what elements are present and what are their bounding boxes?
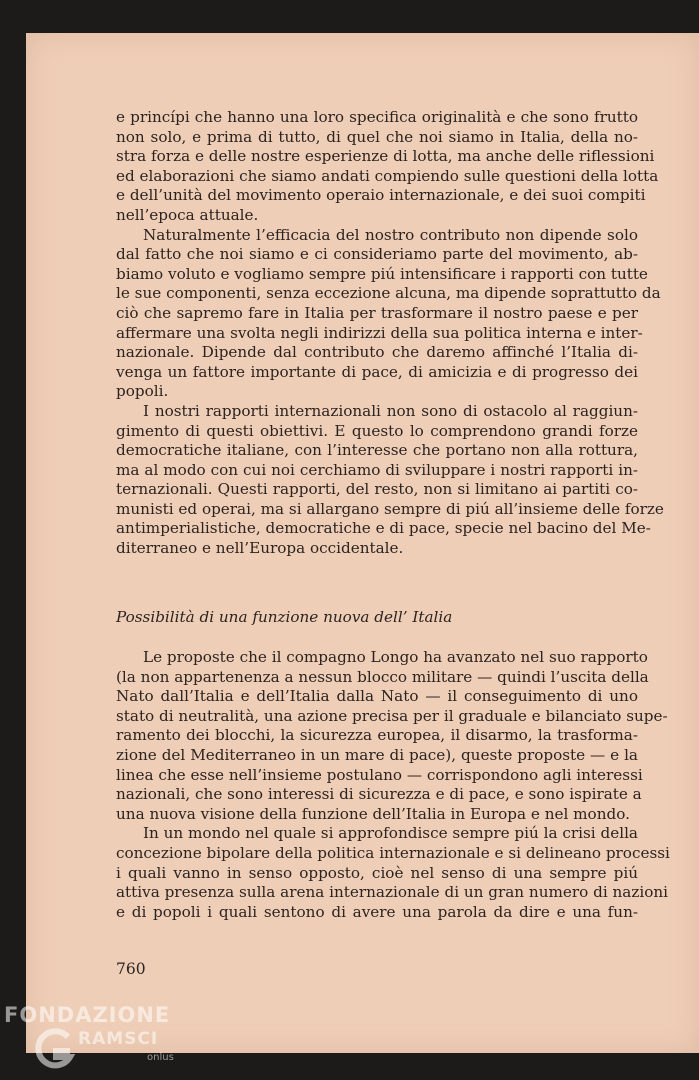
text-line: gimento di questi obiettivi. E questo lo comprendono grandi forze <box>116 421 638 440</box>
paragraph <box>116 225 661 402</box>
text-line: e dell’unità del movimento operaio internazionale, e dei suoi compiti <box>116 186 646 205</box>
watermark-line-1: FONDAZIONE <box>4 1003 171 1027</box>
text-line: le sue componenti, senza eccezione alcuna, ma dipende soprattutto da <box>116 284 661 303</box>
text-line: concezione bipolare della politica internazionale e si delineano processi <box>116 843 670 862</box>
text-line: e di popoli i quali sentono di avere una parola da dire e una fun- <box>116 902 638 921</box>
text-line: nell’epoca attuale. <box>116 205 259 224</box>
section-heading: Possibilità di una funzione nuova dell’ Italia <box>116 608 453 626</box>
text-line: i quali vanno in senso opposto, cioè nel senso di una sempre piú <box>116 863 638 882</box>
text-line: ma al modo con cui noi cerchiamo di sviluppare i nostri rapporti in- <box>116 460 638 479</box>
body-text-section-1 <box>116 108 664 559</box>
text-line: non solo, e prima di tutto, di quel che noi siamo in Italia, della no- <box>116 127 638 146</box>
text-line: popoli. <box>116 382 169 401</box>
text-line: una nuova visione della funzione dell’Italia in Europa e nel mondo. <box>116 804 630 823</box>
text-line: nazionali, che sono interessi di sicurezza e di pace, e sono ispirate a <box>116 785 642 804</box>
text-line: attiva presenza sulla arena internazionale di un gran numero di nazioni <box>116 883 668 902</box>
paragraph <box>116 824 670 922</box>
text-line: stra forza e delle nostre esperienze di lotta, ma anche delle riflessioni <box>116 147 655 166</box>
paragraph <box>116 648 668 824</box>
text-line: antimperialistiche, democratiche e di pace, specie nel bacino del Me- <box>116 519 651 538</box>
page-number: 760 <box>116 960 146 978</box>
g-logo-icon <box>32 1027 76 1071</box>
text-line: nazionale. Dipende dal contributo che daremo affinché l’Italia di- <box>116 343 638 362</box>
watermark-subtitle: onlus <box>147 1052 174 1063</box>
text-line: diterraneo e nell’Europa occidentale. <box>116 539 404 558</box>
text-line: Le proposte che il compagno Longo ha avanzato nel suo rapporto <box>143 648 648 666</box>
text-line: e princípi che hanno una loro specifica originalità e che sono frutto <box>116 108 638 126</box>
paragraph <box>116 108 659 226</box>
text-line: stato di neutralità, una azione precisa per il graduale e bilanciato supe- <box>116 706 668 725</box>
text-line: dal fatto che noi siamo e ci consideriamo parte del movimento, ab- <box>116 245 638 264</box>
text-line: ed elaborazioni che siamo andati compiendo sulle questioni della lotta <box>116 166 659 185</box>
text-line: venga un fattore importante di pace, di amicizia e di progresso dei <box>116 362 638 381</box>
watermark-logo <box>4 1003 184 1073</box>
text-line: Naturalmente l’efficacia del nostro contributo non dipende solo <box>143 225 638 244</box>
text-line: biamo voluto e vogliamo sempre piú intensificare i rapporti con tutte <box>116 264 648 283</box>
text-line: ternazionali. Questi rapporti, del resto, non si limitano ai partiti co- <box>116 480 638 499</box>
text-line: affermare una svolta negli indirizzi della sua politica interna e inter- <box>116 323 643 342</box>
watermark-line-2: RAMSCI <box>78 1029 159 1049</box>
text-line: In un mondo nel quale si approfondisce sempre piú la crisi della <box>143 824 638 843</box>
text-line: Nato dall’Italia e dell’Italia dalla Nato — il conseguimento di uno <box>116 687 638 706</box>
body-text-section-2 <box>116 648 670 922</box>
text-line: democratiche italiane, con l’interesse che portano non alla rottura, <box>116 441 638 460</box>
text-line: (la non appartenenza a nessun blocco militare — quindi l’uscita della <box>116 667 649 686</box>
text-line: ciò che sapremo fare in Italia per trasformare il nostro paese e per <box>116 303 638 322</box>
text-line: munisti ed operai, ma si allargano sempre di piú all’insieme delle forze <box>116 499 664 518</box>
text-line: I nostri rapporti internazionali non sono di ostacolo al raggiun- <box>143 401 638 420</box>
paragraph <box>116 401 664 559</box>
text-line: linea che esse nell’insieme postulano — corrispondono agli interessi <box>116 765 643 784</box>
text-line: zione del Mediterraneo in un mare di pace), queste proposte — e la <box>116 745 638 764</box>
text-line: ramento dei blocchi, la sicurezza europea, il disarmo, la trasforma- <box>116 726 638 745</box>
